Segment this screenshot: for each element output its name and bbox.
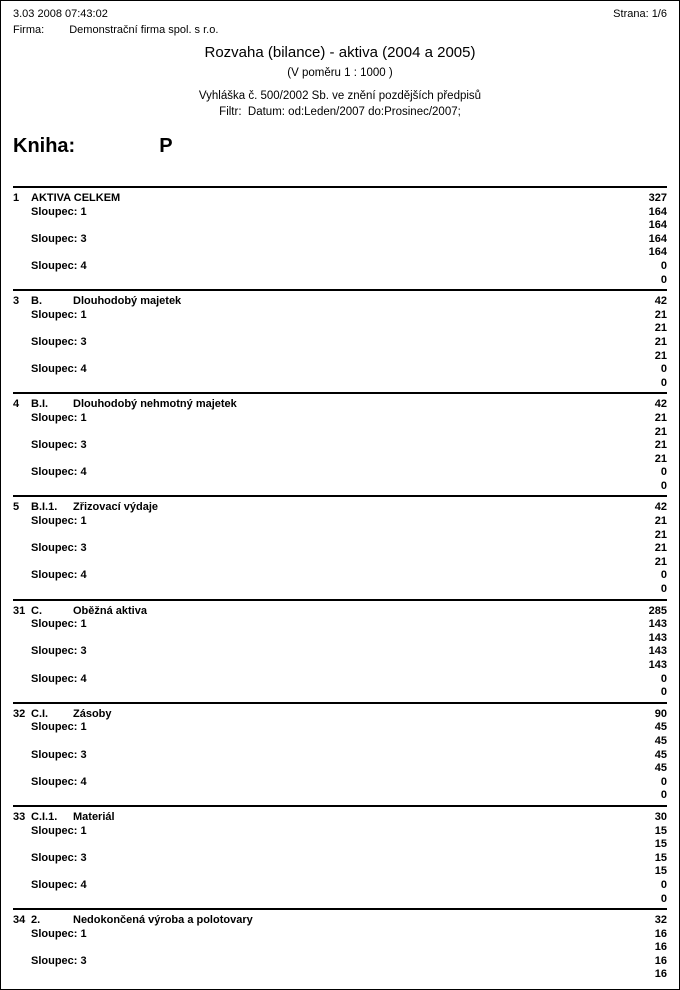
- report-body: [13, 184, 667, 982]
- section-header-row: [13, 192, 667, 206]
- row-value: 0: [660, 363, 667, 376]
- table-row: [13, 439, 667, 453]
- row-value: 0: [660, 466, 667, 479]
- section-name: Nedokončená výroba a polotovary: [73, 914, 253, 927]
- book-label: Kniha:: [13, 135, 76, 157]
- section-total: 30: [654, 810, 667, 823]
- section-header-row: [13, 708, 667, 722]
- row-label: Sloupec: 3: [31, 645, 87, 658]
- section-header-row: [13, 398, 667, 412]
- section-separator: [13, 908, 667, 910]
- report-meta-row: [13, 6, 667, 22]
- row-label: Sloupec: 4: [31, 363, 87, 376]
- row-value: 21: [654, 439, 667, 452]
- section-header-row: [13, 605, 667, 619]
- section-separator: [13, 599, 667, 601]
- row-label: [13, 893, 661, 907]
- row-label: [13, 529, 655, 543]
- table-row: [13, 968, 667, 982]
- row-value: 21: [654, 335, 667, 348]
- section-code: C.: [31, 604, 42, 617]
- table-row: [13, 721, 667, 735]
- table-row: [13, 529, 667, 543]
- section-header-row: [13, 914, 667, 928]
- table-row: [13, 363, 667, 377]
- section-code: C.I.1.: [31, 810, 58, 823]
- section-number: 3: [13, 295, 20, 308]
- row-label: [13, 865, 655, 879]
- row-value: 164: [648, 232, 667, 245]
- table-row: [13, 542, 667, 556]
- row-value: 0: [660, 569, 667, 582]
- row-value: 16: [654, 968, 667, 981]
- row-label: Sloupec: 4: [31, 569, 87, 582]
- section-total: 327: [648, 192, 667, 204]
- ratio-note: (V poměru 1 : 1000 ): [287, 67, 393, 79]
- row-value: 21: [654, 555, 667, 568]
- section-name: Materiál: [73, 810, 115, 823]
- table-row: [13, 735, 667, 749]
- row-label: [13, 686, 661, 700]
- row-label: Sloupec: 3: [31, 954, 87, 967]
- table-row: [13, 941, 667, 955]
- table-row: [13, 219, 667, 233]
- row-label: Sloupec: 1: [31, 721, 87, 734]
- section-code: 2.: [31, 914, 41, 927]
- table-row: [13, 322, 667, 336]
- row-label: [13, 762, 655, 776]
- row-value: 21: [654, 528, 667, 541]
- row-value: 15: [654, 865, 667, 878]
- row-label: [13, 426, 655, 440]
- section-header-row: [13, 295, 667, 309]
- row-label: [13, 659, 649, 673]
- row-label: Sloupec: 1: [31, 205, 87, 218]
- row-label: Sloupec: 1: [31, 618, 87, 631]
- section-number: 33: [13, 810, 26, 823]
- report-section: [13, 184, 667, 287]
- row-value: 0: [660, 479, 667, 492]
- row-value: 0: [660, 686, 667, 699]
- section-code: B.I.: [31, 398, 49, 411]
- table-row: [13, 412, 667, 426]
- row-value: 143: [648, 645, 667, 658]
- table-row: [13, 350, 667, 364]
- table-row: [13, 852, 667, 866]
- firm-label: Firma:: [13, 24, 45, 36]
- table-row: [13, 246, 667, 260]
- row-label: Sloupec: 3: [31, 748, 87, 761]
- row-value: 0: [660, 259, 667, 272]
- table-row: [13, 838, 667, 852]
- row-label: Sloupec: 1: [31, 927, 87, 940]
- row-value: 143: [648, 631, 667, 644]
- report-section: [13, 493, 667, 596]
- row-value: 0: [660, 789, 667, 802]
- row-label: [13, 968, 655, 982]
- row-label: Sloupec: 4: [31, 259, 87, 272]
- section-total: 90: [654, 707, 667, 720]
- section-code: B.I.1.: [31, 501, 58, 514]
- section-rows: [13, 412, 667, 494]
- section-total: 42: [654, 398, 667, 411]
- row-label: Sloupec: 4: [31, 775, 87, 788]
- row-value: 164: [648, 246, 667, 259]
- row-label: [13, 219, 649, 233]
- table-row: [13, 515, 667, 529]
- section-number: 4: [13, 398, 20, 411]
- row-value: 45: [654, 762, 667, 775]
- row-label: Sloupec: 3: [31, 542, 87, 555]
- row-label: [13, 556, 655, 570]
- section-rows: [13, 928, 667, 982]
- row-label: Sloupec: 1: [31, 824, 87, 837]
- row-value: 0: [660, 672, 667, 685]
- row-value: 15: [654, 851, 667, 864]
- row-value: 21: [654, 322, 667, 335]
- row-value: 21: [654, 452, 667, 465]
- row-value: 0: [660, 273, 667, 286]
- table-row: [13, 645, 667, 659]
- table-row: [13, 260, 667, 274]
- row-value: 21: [654, 542, 667, 555]
- section-number: 31: [13, 604, 26, 617]
- row-label: Sloupec: 3: [31, 439, 87, 452]
- row-label: Sloupec: 3: [31, 851, 87, 864]
- table-row: [13, 466, 667, 480]
- row-value: 0: [660, 376, 667, 389]
- table-row: [13, 955, 667, 969]
- row-value: 45: [654, 734, 667, 747]
- regulation-note: Vyhláška č. 500/2002 Sb. ve znění pozdějších předpisů: [198, 90, 482, 102]
- section-separator: [13, 702, 667, 704]
- row-label: [13, 274, 661, 288]
- row-value: 16: [654, 927, 667, 940]
- table-row: [13, 336, 667, 350]
- table-row: [13, 233, 667, 247]
- table-row: [13, 632, 667, 646]
- report-section: [13, 700, 667, 803]
- section-separator: [13, 495, 667, 497]
- row-label: Sloupec: 1: [31, 308, 87, 321]
- table-row: [13, 618, 667, 632]
- row-label: Sloupec: 4: [31, 466, 87, 479]
- table-row: [13, 309, 667, 323]
- report-section: [13, 597, 667, 700]
- section-name: AKTIVA CELKEM: [31, 192, 121, 204]
- row-value: 15: [654, 838, 667, 851]
- section-total: 32: [654, 914, 667, 927]
- row-value: 21: [654, 411, 667, 424]
- section-number: 32: [13, 707, 26, 720]
- row-label: [13, 789, 661, 803]
- row-label: [13, 838, 655, 852]
- section-separator: [13, 289, 667, 291]
- section-name: Zřizovací výdaje: [73, 501, 158, 514]
- row-value: 21: [654, 425, 667, 438]
- table-row: [13, 776, 667, 790]
- report-section: [13, 390, 667, 493]
- row-label: [13, 632, 649, 646]
- section-number: 34: [13, 914, 26, 927]
- table-row: [13, 928, 667, 942]
- section-separator: [13, 392, 667, 394]
- table-row: [13, 789, 667, 803]
- section-code: C.I.: [31, 707, 49, 720]
- table-row: [13, 825, 667, 839]
- table-row: [13, 453, 667, 467]
- table-row: [13, 762, 667, 776]
- report-title: Rozvaha (bilance) - aktiva (2004 a 2005): [204, 44, 476, 61]
- section-total: 42: [654, 501, 667, 514]
- section-name: Oběžná aktiva: [73, 604, 147, 617]
- row-value: 21: [654, 308, 667, 321]
- page-number: Strana: 1/6: [613, 8, 667, 20]
- table-row: [13, 659, 667, 673]
- row-value: 21: [654, 349, 667, 362]
- table-row: [13, 879, 667, 893]
- row-label: [13, 941, 655, 955]
- report-datetime: 3.03 2008 07:43:02: [13, 8, 108, 20]
- row-label: [13, 377, 661, 391]
- row-label: Sloupec: 4: [31, 672, 87, 685]
- row-value: 0: [660, 892, 667, 905]
- section-rows: [13, 206, 667, 288]
- row-label: [13, 735, 655, 749]
- section-header-row: [13, 811, 667, 825]
- row-label: Sloupec: 1: [31, 515, 87, 528]
- section-rows: [13, 515, 667, 597]
- table-row: [13, 893, 667, 907]
- table-row: [13, 206, 667, 220]
- table-row: [13, 480, 667, 494]
- table-row: [13, 583, 667, 597]
- section-number: 1: [13, 192, 20, 204]
- row-label: [13, 453, 655, 467]
- row-value: 0: [660, 775, 667, 788]
- report-section: [13, 803, 667, 906]
- section-separator: [13, 186, 667, 188]
- table-row: [13, 274, 667, 288]
- row-label: Sloupec: 4: [31, 878, 87, 891]
- row-label: [13, 322, 655, 336]
- table-row: [13, 686, 667, 700]
- table-row: [13, 556, 667, 570]
- filter-line: Filtr: Datum: od:Leden/2007 do:Prosinec/2007;: [219, 106, 461, 118]
- row-value: 164: [648, 205, 667, 218]
- table-row: [13, 673, 667, 687]
- section-rows: [13, 721, 667, 803]
- table-row: [13, 749, 667, 763]
- book-row: [13, 133, 667, 160]
- section-header-row: [13, 501, 667, 515]
- section-separator: [13, 805, 667, 807]
- row-value: 0: [660, 583, 667, 596]
- row-value: 21: [654, 515, 667, 528]
- section-total: 285: [648, 604, 667, 617]
- table-row: [13, 377, 667, 391]
- firm-row: [13, 22, 667, 38]
- row-label: Sloupec: 1: [31, 411, 87, 424]
- row-value: 164: [648, 219, 667, 232]
- row-value: 45: [654, 721, 667, 734]
- section-name: Dlouhodobý majetek: [73, 295, 182, 308]
- row-value: 16: [654, 954, 667, 967]
- section-rows: [13, 825, 667, 907]
- report-section: [13, 287, 667, 390]
- row-label: [13, 350, 655, 364]
- section-rows: [13, 309, 667, 391]
- section-total: 42: [654, 295, 667, 308]
- section-number: 5: [13, 501, 20, 514]
- row-value: 16: [654, 941, 667, 954]
- row-label: Sloupec: 3: [31, 335, 87, 348]
- section-name: Dlouhodobý nehmotný majetek: [73, 398, 237, 411]
- row-value: 45: [654, 748, 667, 761]
- table-row: [13, 426, 667, 440]
- row-label: [13, 480, 661, 494]
- row-value: 143: [648, 618, 667, 631]
- book-value: P: [159, 135, 173, 157]
- section-code: B.: [31, 295, 42, 308]
- section-rows: [13, 618, 667, 700]
- report-section: [13, 906, 667, 982]
- table-row: [13, 569, 667, 583]
- row-value: 0: [660, 878, 667, 891]
- row-label: [13, 246, 649, 260]
- row-value: 15: [654, 824, 667, 837]
- row-value: 143: [648, 659, 667, 671]
- firm-name: Demonstrační firma spol. s r.o.: [69, 24, 219, 36]
- row-label: [13, 583, 661, 597]
- section-name: Zásoby: [73, 707, 112, 720]
- table-row: [13, 865, 667, 879]
- row-label: Sloupec: 3: [31, 232, 87, 245]
